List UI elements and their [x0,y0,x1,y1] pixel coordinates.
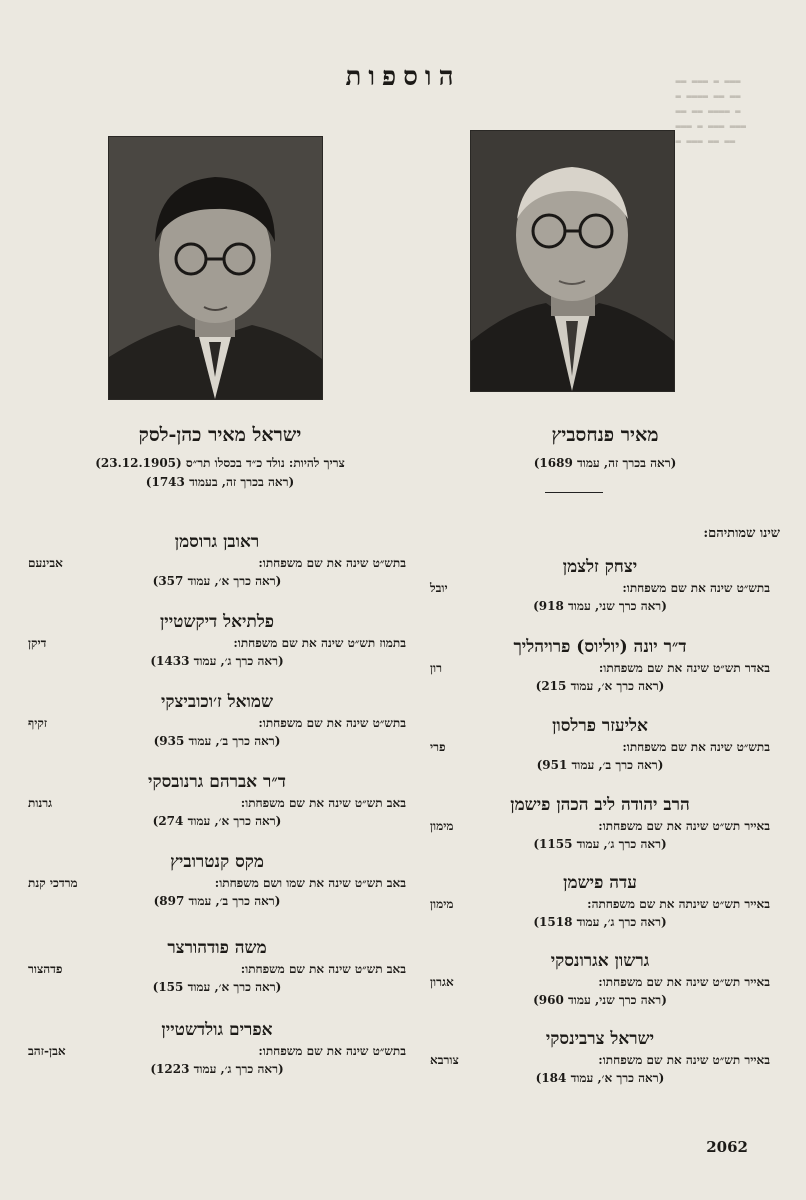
entry-reference: (ראה כרך ג׳, עמוד 1155) [533,837,667,851]
list-item [28,850,406,936]
entry-change [430,973,770,991]
list-item [430,949,770,1027]
entry-change [430,659,770,677]
new-name: אבינעם [28,556,63,570]
entry-change [430,1051,770,1069]
list-item [430,635,770,714]
profile-left [30,422,410,492]
list-item [430,793,770,871]
entry-change [28,794,406,812]
entry-name: ראובן גרוסמן [174,532,260,552]
profile-name: מאיר פנחסביץ [551,424,659,446]
change-text: בתש״ט שינה את שם משפחתו: [258,556,406,570]
list-item [28,610,406,690]
list-item [430,1027,770,1105]
entry-reference: (ראה כרך ג׳, עמוד 1223) [150,1062,284,1076]
separator-rule [545,492,603,493]
change-text: בתש״ט שינה את שם משפחתו: [258,716,406,730]
new-name: פדהצור [28,962,63,976]
entry-change [28,554,406,572]
entry-reference: (ראה כרך א׳, עמוד 155) [152,980,282,994]
change-text: באב תש״ט שינה את שם משפחתו: [240,796,406,810]
list-item [430,555,770,635]
entry-reference: (ראה כרך ב׳, עמוד 897) [153,894,281,908]
list-item [430,871,770,949]
entry-reference: (ראה כרך ג׳, עמוד 1433) [150,654,284,668]
entry-change [28,1042,406,1060]
profile-right [440,422,770,473]
portrait-photo-left [108,136,323,400]
profile-reference: (ראה בכרך זה, עמוד 1689) [533,456,677,470]
entry-change [28,960,406,978]
entry-reference: (ראה כרך א׳, עמוד 184) [535,1071,665,1085]
right-column [430,555,770,1105]
new-name: אבן-זהב [28,1044,66,1058]
change-text: בתש״ט שינה את שם משפחתו: [258,1044,406,1058]
change-text: בתש״ט שינה את שם משפחתו: [622,740,770,754]
entry-change [28,874,406,892]
entry-name: שמואל ז׳וכוביצקי [160,692,274,712]
entry-name: פלתיאל דיקשטיין [159,612,275,632]
entry-name: משה פודהורצר [167,938,267,958]
list-item [430,714,770,793]
list-item [28,936,406,1018]
entry-reference: (ראה כרך ב׳, עמוד 951) [536,758,664,772]
page-number: 2062 [706,1138,748,1156]
entry-name: אפרים גולדשטיין [161,1020,273,1040]
entry-reference: (ראה כרך א׳, עמוד 274) [152,814,282,828]
new-name: פרי [430,740,446,754]
change-text: באדר תש״ט שינה את שם משפחתו: [598,661,770,675]
change-text: באב תש״ט שינה את שמו ושם משפחתו: [214,876,406,890]
change-text: באב תש״ט שינה את שם משפחתו: [240,962,406,976]
page-title: הוספות [345,62,461,92]
profile-correction: צריך להיות: נולד כ״ד בכסלו תר״ס (23.12.1905) [95,456,345,470]
new-name: אגרון [430,975,454,989]
entry-reference: (ראה כרך א׳, עמוד 215) [535,679,665,693]
new-name: זקיף [28,716,48,730]
list-item [28,770,406,850]
entry-change [430,579,770,597]
entry-name: ד״ר אברהם גרנובסקי [148,772,286,792]
bleed-through-texture: ▬▬ ▬▬▬ ▬ ▬▬▬ ▬ ▬▬▬▬ ▬▬ ▬▬ ▬▬ ▬▬ ▬▬▬▬ ▬ ▬▬▬ ▬ ▬▬▬ ▬▬▬ ▬ ▬▬▬ ▬▬ ▬▬ [675,77,746,147]
entry-name: גרשון אגרונסקי [550,951,650,971]
new-name: מימון [430,819,454,833]
change-text: בתש״ט שינה את שם משפחתו: [622,581,770,595]
entry-name: יצחק זלצמן [562,557,638,577]
entry-reference: (ראה כרך ב׳, עמוד 935) [153,734,281,748]
name-changes-label: שינו שמותיהם: [703,526,780,541]
entry-reference: (ראה כרך שני, עמוד 960) [533,993,667,1007]
entry-name: אליעזר פרלסון [552,716,648,736]
new-name: גרנות [28,796,53,810]
profile-name: ישראל מאיר כהן-לסק [138,424,302,446]
entry-name: ד״ר יונה (יוליוס) פרויהליך [513,637,687,657]
entry-change [430,895,770,913]
new-name: דיקן [28,636,47,650]
list-item [28,690,406,770]
change-text: באייר תש״ט שינה את שם משפחתו: [598,819,770,833]
list-item [28,530,406,610]
profile-reference: (ראה בכרך זה, בעמוד 1743) [145,475,295,489]
list-item [28,1018,406,1098]
entry-name: ישראל צרבינסקי [545,1029,655,1049]
change-text: באייר תש״ט שינתה את שם משפחתה: [587,897,770,911]
new-name: מרדכי קנת [28,876,78,890]
new-name: רון [430,661,443,675]
change-text: באייר תש״ט שינה את שם משפחתו: [598,975,770,989]
new-name: צורבא [430,1053,459,1067]
new-name: יובל [430,581,448,595]
entry-name: עדה פישמן [563,873,637,893]
portrait-photo-right [470,130,675,392]
new-name: מימון [430,897,454,911]
entry-change [28,634,406,652]
entry-reference: (ראה כרך א׳, עמוד 357) [152,574,282,588]
entry-change [28,714,406,732]
change-text: בתמוז תש״ט שינה את שם משפחתו: [233,636,406,650]
left-column [28,530,406,1098]
entry-change [430,817,770,835]
entry-name: מקס קנטרוביץ [170,852,264,872]
entry-reference: (ראה כרך ג׳, עמוד 1518) [533,915,667,929]
entry-change [430,738,770,756]
entry-reference: (ראה כרך שני, עמוד 918) [533,599,667,613]
change-text: באייר תש״ט שינה את שם משפחתו: [598,1053,770,1067]
entry-name: הרב יהודה ליב הכהן פישמן [510,795,690,815]
